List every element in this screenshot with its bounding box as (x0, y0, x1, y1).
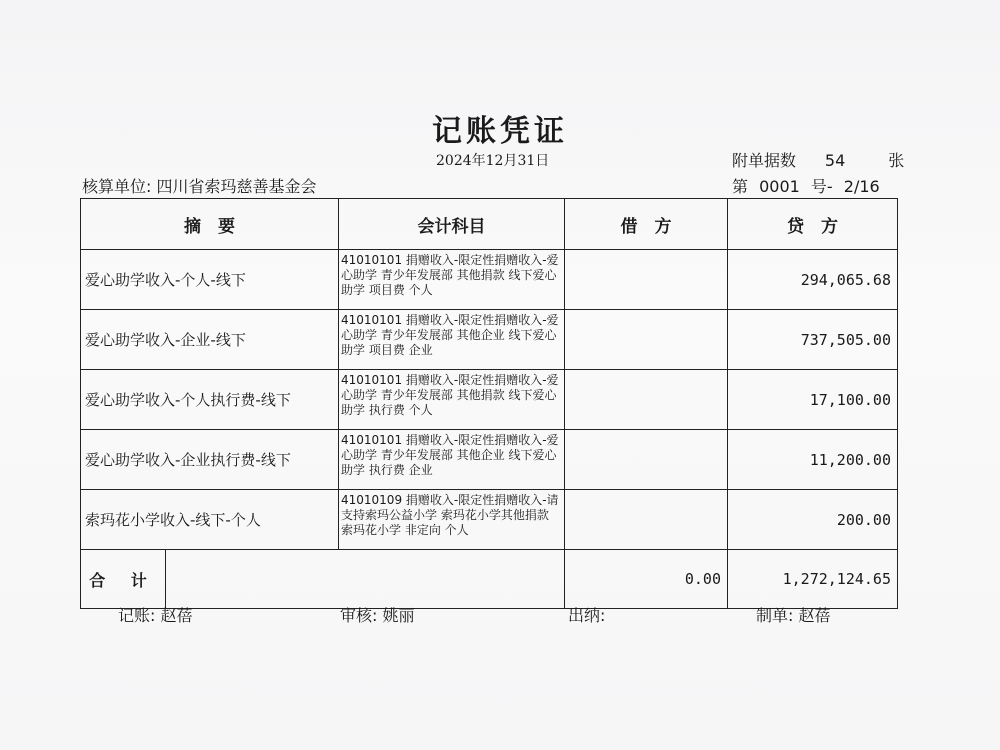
preparer-name: 赵蓓 (798, 606, 831, 625)
row-summary: 爱心助学收入-企业执行费-线下 (81, 430, 339, 490)
row-debit (565, 490, 728, 550)
ledger-table (80, 198, 898, 609)
header-summary: 摘 要 (81, 199, 339, 250)
row-debit (565, 370, 728, 430)
preparer-signoff (756, 603, 831, 626)
header-credit: 贷 方 (728, 199, 898, 250)
row-credit: 17,100.00 (728, 370, 898, 430)
attachments-unit: 张 (888, 151, 905, 170)
row-summary: 爱心助学收入-企业-线下 (81, 310, 339, 370)
total-credit: 1,272,124.65 (728, 550, 898, 609)
table-row (81, 490, 898, 550)
bookkeeper-name: 赵蓓 (160, 606, 193, 625)
accounting-unit-name: 四川省索玛慈善基金会 (156, 177, 317, 196)
header-debit: 借 方 (565, 199, 728, 250)
row-summary: 索玛花小学收入-线下-个人 (81, 490, 339, 550)
accounting-unit (82, 174, 317, 197)
row-account: 41010109 捐赠收入-限定性捐赠收入-请支持索玛公益小学 索玛花小学其他捐款 索玛花小学 非定向 个人 (339, 490, 565, 550)
reviewer-label: 审核: (340, 606, 378, 625)
cashier-signoff (568, 603, 605, 626)
voucher-number-value: 0001 (759, 177, 800, 196)
cashier-label: 出纳: (568, 606, 606, 625)
row-debit (565, 310, 728, 370)
attachments-count: 54 (824, 151, 846, 170)
voucher-title: 记账凭证 (432, 114, 568, 149)
row-account: 41010101 捐赠收入-限定性捐赠收入-爱心助学 青少年发展部 其他企业 线下爱心助学 执行费 企业 (339, 430, 565, 490)
table-row (81, 370, 898, 430)
row-account: 41010101 捐赠收入-限定性捐赠收入-爱心助学 青少年发展部 其他捐款 线下爱心助学 项目费 个人 (339, 250, 565, 310)
bookkeeper-signoff (118, 603, 193, 626)
row-credit: 11,200.00 (728, 430, 898, 490)
voucher-date: 2024年12月31日 (436, 153, 550, 169)
table-header-row (81, 199, 898, 250)
voucher-page: 2/16 (843, 177, 880, 196)
row-credit: 200.00 (728, 490, 898, 550)
reviewer-signoff (340, 603, 415, 626)
attachments-label: 附单据数 (732, 151, 797, 170)
table-row (81, 250, 898, 310)
header-account: 会计科目 (339, 199, 565, 250)
voucher-number (732, 174, 886, 197)
bookkeeper-label: 记账: (118, 606, 156, 625)
accounting-unit-label: 核算单位: (82, 177, 152, 196)
total-label-cell (81, 550, 565, 609)
voucher-number-suffix: 号- (810, 177, 833, 196)
preparer-label: 制单: (756, 606, 794, 625)
table-row (81, 310, 898, 370)
row-credit: 294,065.68 (728, 250, 898, 310)
row-debit (565, 250, 728, 310)
row-account: 41010101 捐赠收入-限定性捐赠收入-爱心助学 青少年发展部 其他捐款 线下爱心助学 执行费 个人 (339, 370, 565, 430)
row-debit (565, 430, 728, 490)
total-row (81, 550, 898, 609)
row-account: 41010101 捐赠收入-限定性捐赠收入-爱心助学 青少年发展部 其他企业 线下爱心助学 项目费 企业 (339, 310, 565, 370)
attachments-info (732, 148, 904, 171)
row-summary: 爱心助学收入-个人-线下 (81, 250, 339, 310)
row-summary: 爱心助学收入-个人执行费-线下 (81, 370, 339, 430)
total-label: 合 计 (81, 550, 166, 608)
total-debit: 0.00 (565, 550, 728, 609)
table-row (81, 430, 898, 490)
reviewer-name: 姚丽 (382, 606, 415, 625)
voucher-number-prefix: 第 (732, 177, 749, 196)
total-blank (166, 550, 564, 608)
row-credit: 737,505.00 (728, 310, 898, 370)
